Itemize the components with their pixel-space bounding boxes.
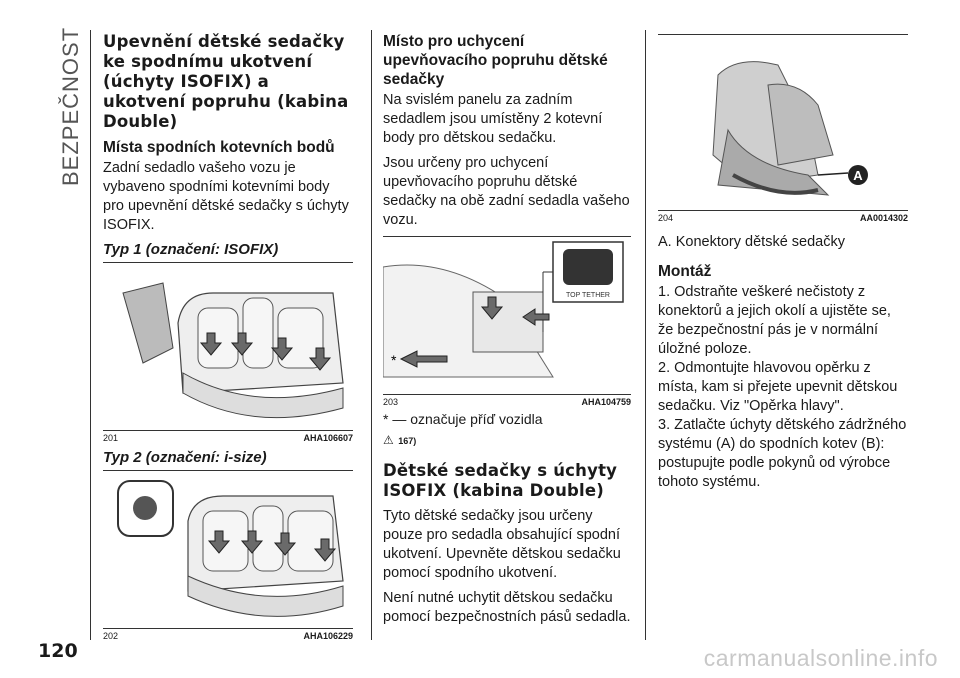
warning-ref bbox=[383, 431, 631, 449]
star-note: * — označuje příď vozidla bbox=[383, 411, 543, 427]
figure-201-caption bbox=[103, 430, 353, 443]
column-divider-1 bbox=[371, 30, 372, 640]
column-divider-2 bbox=[645, 30, 646, 640]
paragraph-isofix-seats-1: Tyto dětské sedačky jsou určeny pouze pro sedadla obsahující spodní ukotvení. Upevněte dětskou sedačku pomocí spodního ukotvení. bbox=[383, 508, 621, 581]
section-heading-isofix: Upevnění dětské sedačky ke spodnímu ukotvení (úchyty ISOFIX) a ukotvení popruhu (kabina Double) bbox=[103, 32, 349, 131]
figure-204 bbox=[658, 34, 908, 208]
figure-203-number: 203 bbox=[383, 397, 399, 407]
figure-201-code: AHA106607 bbox=[303, 433, 353, 443]
sub-heading-montaz: Montáž bbox=[658, 263, 712, 280]
paragraph-tether-1: Na svislém panelu za zadním sedadlem jsou umístěny 2 kotevní body pro dětskou sedačku. bbox=[383, 92, 603, 146]
figure-203-code: AHA104759 bbox=[581, 397, 631, 407]
column-3 bbox=[658, 34, 908, 498]
figure-1-title: Typ 1 (označení: ISOFIX) bbox=[103, 241, 279, 258]
sub-heading-anchor-points: Místa spodních kotevních bodů bbox=[103, 139, 335, 156]
figure-202-caption bbox=[103, 628, 353, 641]
figure-201-number: 201 bbox=[103, 433, 119, 443]
page-number: 120 bbox=[38, 640, 78, 662]
side-divider bbox=[90, 30, 91, 640]
paragraph-tether-2: Jsou určeny pro uchycení upevňovacího popruhu dětské sedačky na obě zadní sedadla vašeho vozu. bbox=[383, 155, 630, 228]
paragraph-anchor-points: Zadní sedadlo vašeho vozu je vybaveno spodními kotevními body pro upevnění dětské sedačky s úchyty ISOFIX. bbox=[103, 160, 349, 233]
figure-202 bbox=[103, 470, 353, 626]
figure-203-caption bbox=[383, 394, 631, 407]
column-2 bbox=[383, 32, 631, 633]
figure-201 bbox=[103, 262, 353, 428]
figure-203 bbox=[383, 236, 631, 392]
watermark: carmanualsonline.info bbox=[703, 645, 938, 671]
section-tab: BEZPEČNOST bbox=[58, 26, 83, 186]
child-seat-illustration bbox=[658, 35, 908, 203]
svg-text:*: * bbox=[391, 352, 397, 368]
figure-2-title: Typ 2 (označení: i-size) bbox=[103, 449, 267, 466]
warning-triangle-icon: ⚠ bbox=[383, 433, 394, 447]
top-tether-illustration bbox=[383, 237, 631, 387]
sub-heading-tether: Místo pro uchycení upevňovacího popruhu dětské sedačky bbox=[383, 33, 608, 88]
figure-204-number: 204 bbox=[658, 213, 674, 223]
warning-ref-number: 167) bbox=[398, 436, 417, 446]
column-1 bbox=[103, 32, 353, 641]
step-3: 3. Zatlačte úchyty dětského zádržného systému (A) do spodních kotev (B): postupujte podle pokynů od výrobce tohoto systému. bbox=[658, 417, 907, 490]
top-tether-label: TOP TETHER bbox=[566, 292, 610, 299]
figure-204-caption bbox=[658, 210, 908, 223]
figure-204-code: AA0014302 bbox=[859, 213, 908, 223]
marker-a-label: A bbox=[853, 168, 863, 183]
rear-seat-isofix-illustration bbox=[103, 263, 353, 423]
figure-202-number: 202 bbox=[103, 631, 119, 641]
figure-202-code: AHA106229 bbox=[303, 631, 353, 641]
section-heading-isofix-seats: Dětské sedačky s úchyty ISOFIX (kabina Double) bbox=[383, 461, 618, 500]
rear-seat-isize-illustration bbox=[103, 471, 353, 621]
paragraph-isofix-seats-2: Není nutné uchytit dětskou sedačku pomocí bezpečnostních pásů sedadla. bbox=[383, 590, 631, 625]
step-1: 1. Odstraňte veškeré nečistoty z konektorů a jejich okolí a ujistěte se, že bezpečnostní pás je v normální úložné poloze. bbox=[658, 284, 891, 357]
step-2: 2. Odmontujte hlavovou opěrku z místa, kam si přejete upevnit dětskou sedačku. Viz "Opěrka hlavy". bbox=[658, 360, 898, 414]
figure-204-legend: A. Konektory dětské sedačky bbox=[658, 234, 845, 250]
